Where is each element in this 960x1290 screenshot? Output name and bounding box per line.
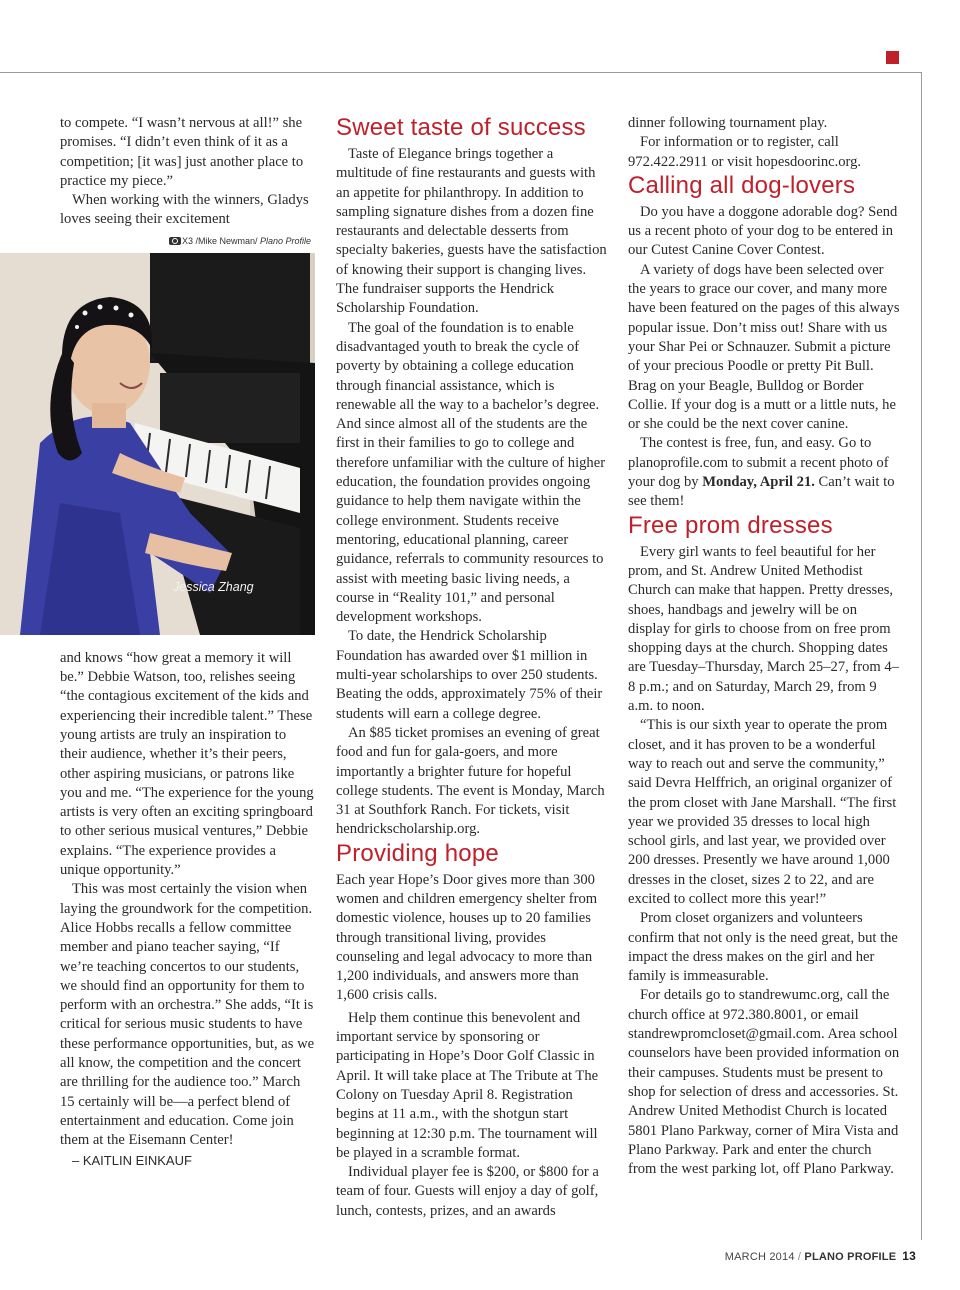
credit-text: X3 /Mike Newman/ [181,235,260,246]
magazine-name: PLANO PROFILE [804,1251,897,1263]
paragraph: Each year Hope’s Door gives more than 300 women and children emergency shelter from domestic violence, houses up to 20 families through transitional living, provides counseling and legal advocacy to more than 1,200 individuals, and answers more than 1,600 crisis calls. [336,871,598,1004]
paragraph: When working with the winners, Gladys loves seeing their excitement [60,192,309,228]
paragraph: dinner following tournament play. [628,115,828,131]
paragraph: “This is our sixth year to operate the prom closet, and it has proven to be a wonderful way to reach out and serve the community,” said Devra Helffrich, an original organizer of the prom closet with Jane Marshall. “The first year we provided 35 dresses to local high school girls, and last year, we provided over 200 dresses. Presently we have around 1,000 dresses in the closet, sizes 2 to 22, and are excited to collect more this year!” [628,717,897,907]
photo-illustration [0,253,315,635]
issue-date: MARCH 2014 [724,1251,795,1263]
heading-calling-all-dog-lovers: Calling all dog-lovers [628,171,856,199]
paragraph: Individual player fee is $200, or $800 for a team of four. Guests will enjoy a day of golf, lunch, contests, prizes, and an awards [336,1164,599,1219]
paragraph: Every girl wants to feel beautiful for her prom, and St. Andrew United Methodist Church can make that happen. Pretty dresses, shoes, handbags and jewelry will be on display for girls to choose from on free prom shopping days at the church. Shopping dates are Tuesday–Thursday, March 25–27, from 4–8 p.m.; and on Saturday, March 29, from 9 a.m. to noon. [628,543,900,715]
column-1 [60,114,315,1170]
paragraph: The goal of the foundation is to enable disadvantaged youth to break the cycle of poverty by obtaining a college education through financial assistance, which is renewable all the way to a bachelor’s degree. And since almost all of the students are the first in their families to go to college and therefore unfamiliar with the culture of higher education, the foundation provides ongoing guidance to help them navigate within the college environment. Students receive mentoring, educational planning, career guidance, referrals to community resources to assist with meeting basic living needs, a course in “Reality 101,” and personal development workshops. [336,319,606,626]
paragraph: Prom closet organizers and volunteers confirm that not only is the need great, but the impact the dress makes on the girl and her family is immeasurable. [628,910,898,985]
credit-publication: Plano Profile [259,235,311,246]
paragraph: This was most certainly the vision when laying the groundwork for the competition. Alice Hobbs recalls a fellow committee member and piano teacher saying, “If we’re teaching concertos to our students, we should find an opportunity for them to perform with an orchestra.” She adds, “It is critical for serious music students to have these performance opportunities, but, as we all know, the competition and the concert are thrilling for the audience too.” March 15 certainly will be—a perfect blend of entertainment and education. Come join them at the Eisemann Center! [60,881,315,1149]
photo-caption: Jessica Zhang [173,579,254,594]
author-byline: – KAITLIN EINKAUF [72,1152,192,1168]
paragraph [628,434,900,511]
paragraph: An $85 ticket promises an evening of great food and fun for gala-goers, and more importantly a brighter future for hopeful college students. The event is Monday, March 31 at Southfork Ranch. For tickets, visit hendrickscholarship.org. [336,724,605,838]
heading-free-prom-dresses: Free prom dresses [628,511,833,539]
paragraph: A variety of dogs have been selected over the years to grace our cover, and many more have been featured on the pages of this always popular issue. Don’t miss out! Share with us your Shar Pei or Schnauzer. Submit a picture of your precious Poodle or pretty Pit Bull. Brag on your Beagle, Bulldog or Border Collie. If your dog is a mutt or a little nuts, he or she could be the next cover canine. [628,261,900,433]
deadline-date: Monday, April 21. [702,474,815,491]
paragraph: For information or to register, call 972.422.2911 or visit hopesdoorinc.org. [628,134,862,170]
text-run: The contest is free, fun, and easy. Go to planoprofile.com to submit a recent photo of your dog by [628,435,889,491]
camera-icon [169,237,181,245]
heading-sweet-taste-of-success: Sweet taste of success [336,114,586,141]
page-number: 13 [902,1249,916,1263]
page-footer [725,1249,916,1263]
top-rule [0,72,922,73]
heading-providing-hope: Providing hope [336,839,499,867]
right-rule [921,72,922,1240]
paragraph: Do you have a doggone adorable dog? Send us a recent photo of your dog to be entered in our Cutest Canine Cover Contest. [628,203,898,259]
paragraph: For details go to standrewumc.org, call the church office at 972.380.8001, or email standrewpromcloset@gmail.com. Area school counselors have been provided information on their campuses. Students must be present to shop for selection of dress and accessories. St. Andrew United Methodist Church is located 5801 Plano Parkway, corner of Mira Vista and Plano Parkway. Park and enter the church from the west parking lot, off Plano Parkway. [628,987,900,1178]
section-marker [886,51,899,64]
paragraph: to compete. “I wasn’t nervous at all!” she promises. “I didn’t even think of it as a competition; [it was] just another place to practice my piece.” [60,115,304,189]
column-2 [336,114,608,1221]
paragraph: To date, the Hendrick Scholarship Foundation has awarded over $1 million in multi-year scholarships to over 250 students. Beating the odds, approximately 75% of their students will earn a college degree. [336,628,603,722]
paragraph: Help them continue this benevolent and important service by sponsoring or participating in Hope’s Door Golf Classic in April. It will take place at The Tribute at The Colony on Tuesday April 8. Registration begins at 11 a.m., with the shotgun start beginning at 12:30 p.m. The tournament will be played in a scramble format. [336,1009,599,1161]
paragraph: and knows “how great a memory it will be.” Debbie Watson, too, relishes seeing “the contagious excitement of the kids and experiencing their incredible talent.” These young artists are truly an inspiration to their audience, whether it’s their peers, other aspiring musicians, or patrons like you and me. “The experience for the young artists is very often an exciting springboard to other serious musical ventures,” Debbie explains. “The experience provides a unique opportunity.” [60,649,314,879]
text-run: Can’t wait to see them! [628,474,895,510]
paragraph: Taste of Elegance brings together a multitude of fine restaurants and guests with an appetite for philanthropy. In addition to sampling signature dishes from a dozen fine restaurants and delectable desserts from specialty bakeries, guests have the satisfaction of knowing their support is changing lives. The fundraiser supports the Hendrick Scholarship Foundation. [336,146,607,317]
footer-separator: / [794,1251,805,1263]
column-3 [628,114,900,1179]
photo-credit [60,235,311,247]
photo-jessica-zhang [0,253,315,635]
